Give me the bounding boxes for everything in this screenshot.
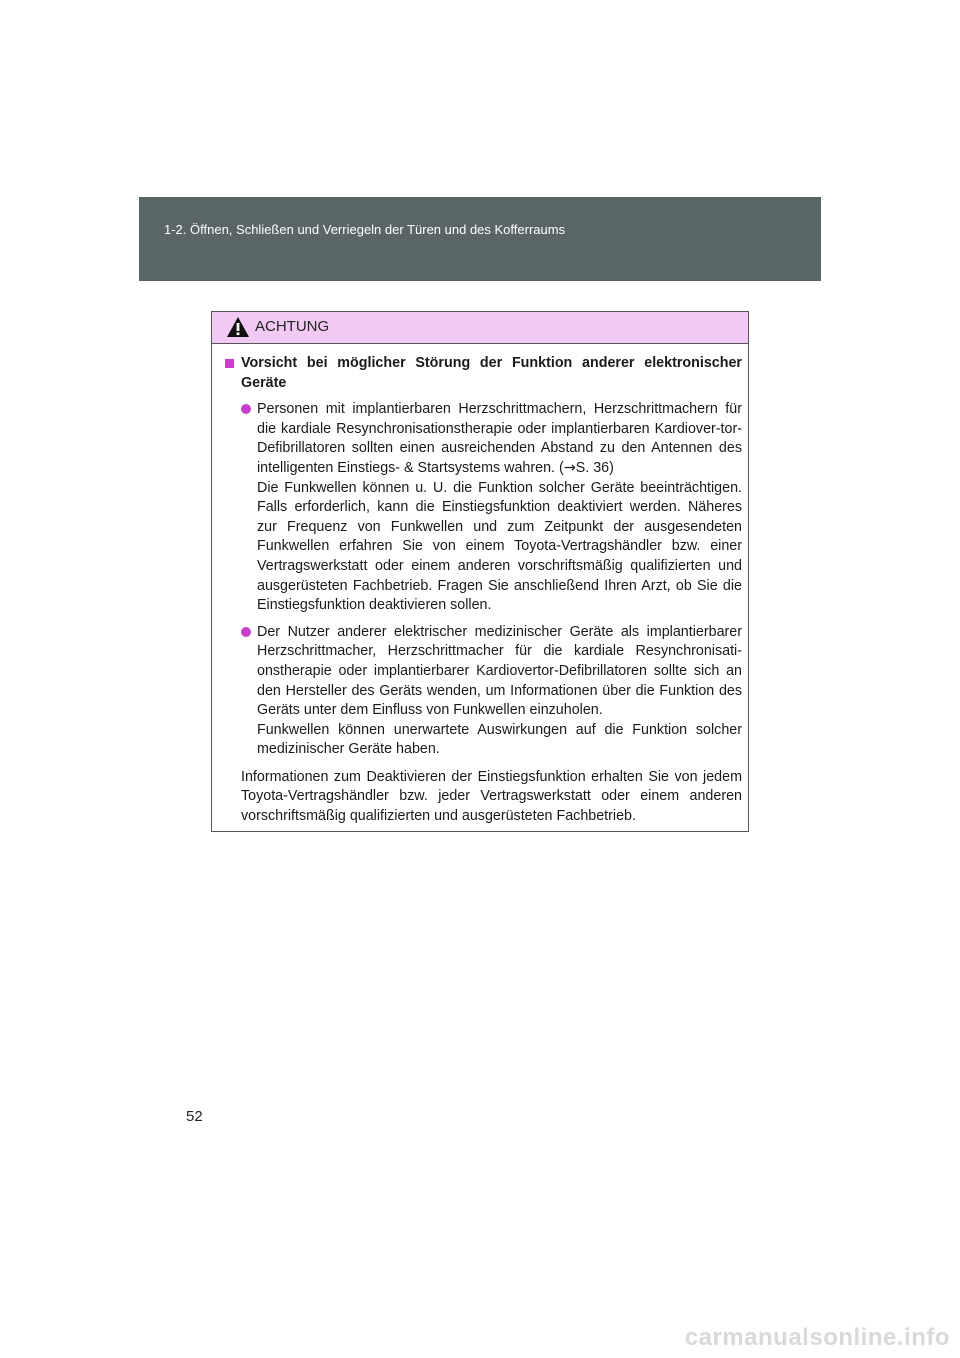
list-item-text xyxy=(257,400,742,616)
warning-body xyxy=(212,344,748,827)
warning-heading-row xyxy=(222,354,742,393)
closing-paragraph: Informationen zum Deaktivieren der Einstiegsfunktion erhalten Sie von jedem Toyota-Vertragshändler bzw. jeder Vertragswerkstatt oder einem anderen vorschriftsmäßig qualifizierten und ausgerüsteten Fachbetrieb. xyxy=(241,768,742,825)
warning-heading: Vorsicht bei möglicher Störung der Funktion anderer elektronischer Geräte xyxy=(241,355,742,391)
round-bullet-icon xyxy=(241,404,251,414)
warning-triangle-icon xyxy=(226,316,250,338)
page-reference-link[interactable]: S. 36) xyxy=(575,459,614,476)
arrow-icon: → xyxy=(563,459,576,476)
square-bullet-icon xyxy=(225,359,234,368)
paragraph: Funkwellen können unerwartete Auswirkungen auf die Funktion solcher medizinischer Geräte haben. xyxy=(257,721,742,758)
warning-header xyxy=(212,312,748,344)
warning-label: ACHTUNG xyxy=(255,318,330,335)
paragraph: Die Funkwellen können u. U. die Funktion solcher Geräte beeinträchtigen. Falls erforderlich, kann die Einstiegsfunktion deaktiviert werden. Näheres zur Frequenz von Funkwellen und zum Zeitpunkt der ausgesendeten Funkwellen erfahren Sie von einem Toyota-Vertragshändler bzw. einer Vertragswerkstatt oder einem anderen vorschriftsmäßig qualifizierten und ausgerüsteten Fachbetrieb. Fragen Sie anschließend Ihren Arzt, ob Sie die Einstiegsfunktion deaktivieren sollen. xyxy=(257,479,742,614)
paragraph xyxy=(257,400,742,478)
paragraph-text: Personen mit implantierbaren Herzschrittmachern, Herzschrittmachern für die kardiale Resynchronisationstherapie oder implantierbaren Kardiover-tor-Defibrillatoren sollten einen ausreichenden Abstand zu den Antennen des intelligenten Einstiegs- & Startsystems wahren. ( xyxy=(257,401,742,476)
watermark: carmanualsonline.info xyxy=(684,1324,950,1351)
page-number: 52 xyxy=(186,1108,203,1125)
list-item-text xyxy=(257,623,742,760)
warning-box xyxy=(211,311,749,832)
list-item xyxy=(222,623,742,760)
paragraph: Der Nutzer anderer elektrischer medizinischer Geräte als implantierbarer Herzschrittmacher, Herzschrittmacher für die kardiale Resynchronisati-onstherapie oder implantierbarer Kardiovertor-Defibrillatoren sollte sich an den Hersteller des Geräts wenden, um Informationen über die Funktion des Geräts unter dem Einfluss von Funkwellen einzuholen. xyxy=(257,623,742,719)
section-title: 1-2. Öffnen, Schließen und Verriegeln der Türen und des Kofferraums xyxy=(164,222,566,237)
section-header-band xyxy=(139,197,821,281)
round-bullet-icon xyxy=(241,627,251,637)
list-item xyxy=(222,400,742,616)
